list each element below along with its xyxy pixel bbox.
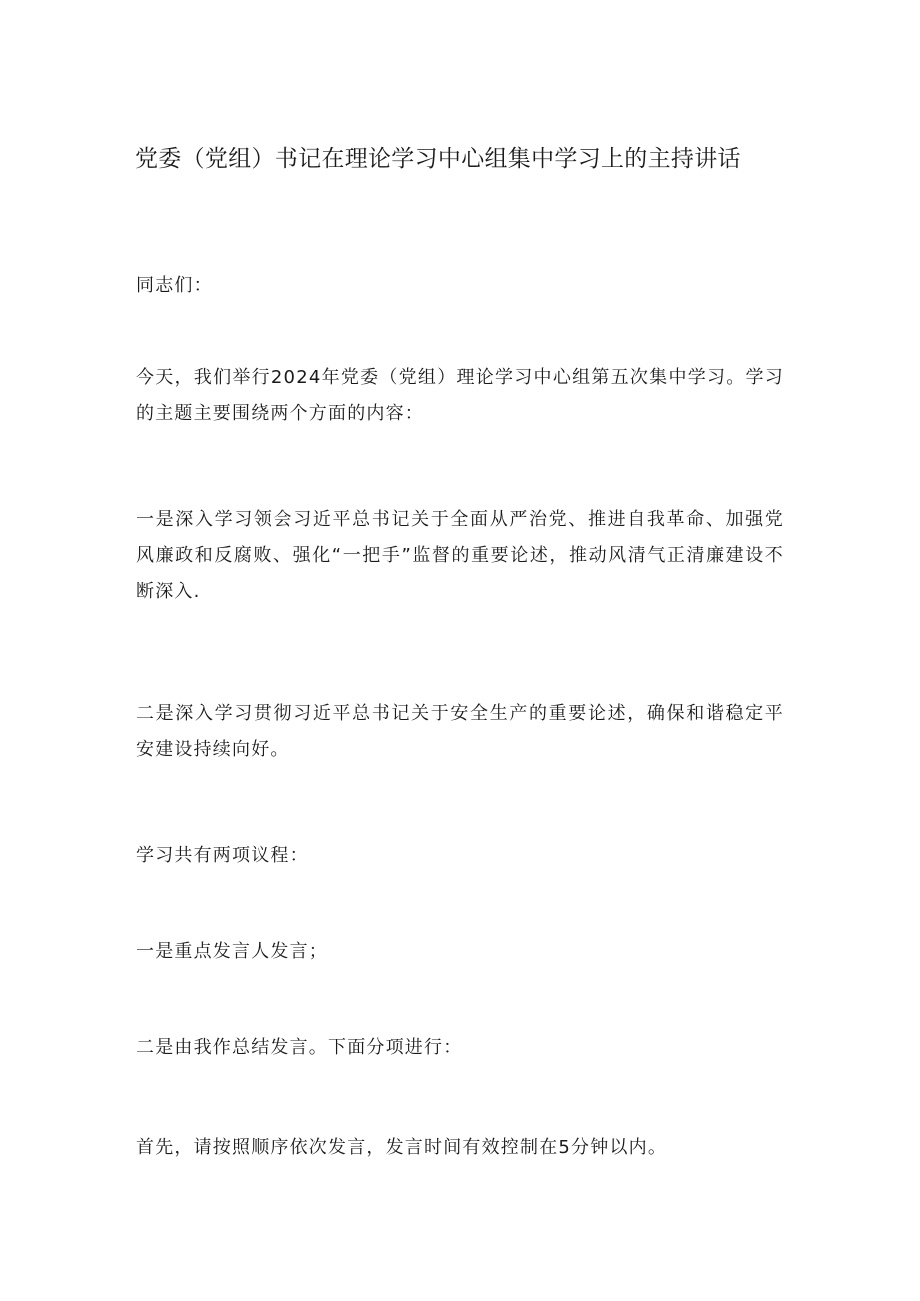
paragraph-first-step: 首先，请按照顺序依次发言，发言时间有效控制在5分钟以内。 bbox=[136, 1137, 668, 1158]
document-title: 党委（党组）书记在理论学习中心组集中学习上的主持讲话 bbox=[135, 146, 741, 172]
paragraph-intro: 今天，我们举行2024年党委（党组）理论学习中心组第五次集中学习。学习的主题主要围绕两个方面的内容： bbox=[136, 367, 784, 424]
paragraph-theme-one: 一是深入学习领会习近平总书记关于全面从严治党、推进自我革命、加强党风廉政和反腐败、强化“一把手”监督的重要论述，推动风清气正清廉建设不断深入. bbox=[136, 509, 784, 602]
paragraph-agenda-item-two: 二是由我作总结发言。下面分项进行： bbox=[136, 1037, 463, 1058]
paragraph-salutation: 同志们： bbox=[136, 275, 213, 296]
paragraph-agenda-item-one: 一是重点发言人发言； bbox=[136, 941, 328, 962]
paragraph-theme-two: 二是深入学习贯彻习近平总书记关于安全生产的重要论述，确保和谐稳定平安建设持续向好。 bbox=[136, 703, 784, 760]
paragraph-agenda: 学习共有两项议程： bbox=[136, 845, 309, 866]
